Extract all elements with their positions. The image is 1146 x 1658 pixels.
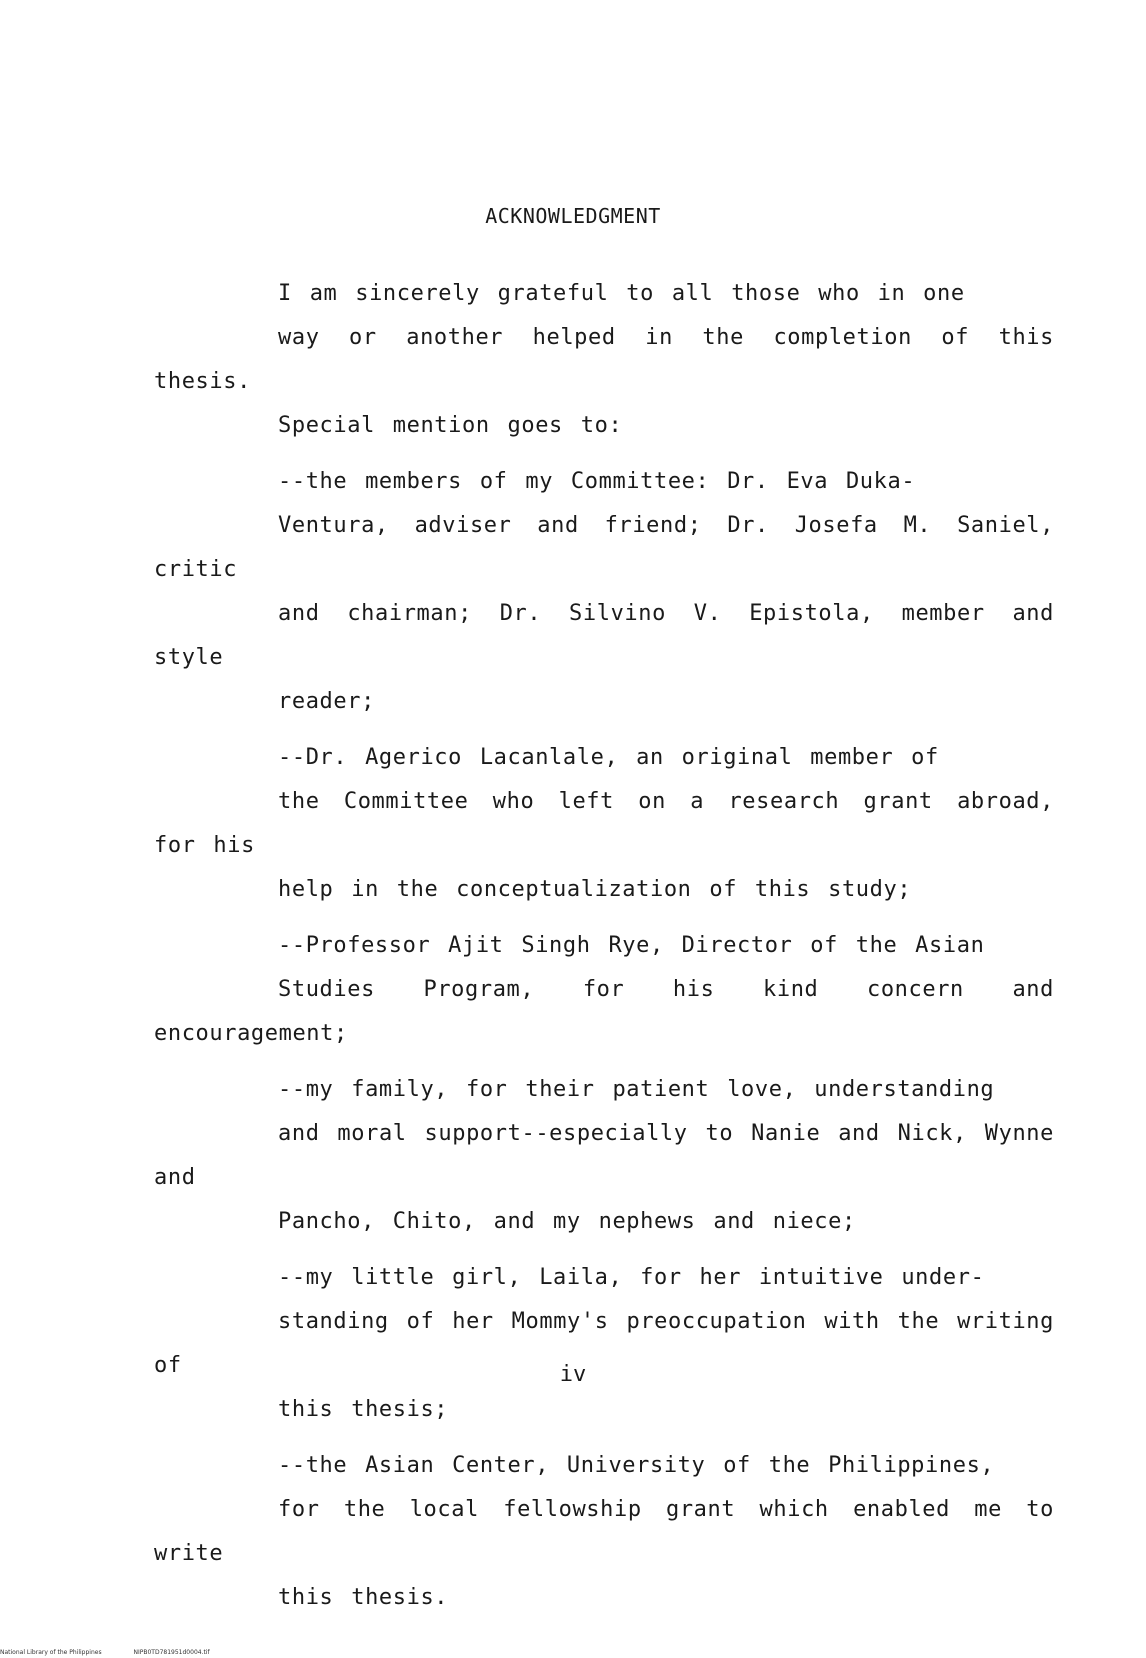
text-line: for the local fellowship grant which enabled me to write bbox=[154, 1497, 1054, 1566]
text-line: the Committee who left on a research grant abroad, for his bbox=[154, 789, 1054, 858]
page-number: iv bbox=[559, 1362, 587, 1387]
paragraph-committee bbox=[154, 460, 1054, 724]
text-line: --the members of my Committee: Dr. Eva Duka- bbox=[278, 469, 916, 494]
text-line: Special mention goes to: bbox=[278, 413, 623, 438]
text-line: --Dr. Agerico Lacanlale, an original member of bbox=[278, 745, 939, 770]
paragraph-asian-center bbox=[154, 1444, 1054, 1620]
text-line: way or another helped in the completion of this thesis. bbox=[154, 325, 1054, 394]
paragraph-family bbox=[154, 1068, 1054, 1244]
footer-library: National Library of the Philippines bbox=[0, 1649, 102, 1656]
text-line: --the Asian Center, University of the Philippines, bbox=[278, 1453, 995, 1478]
text-line: reader; bbox=[278, 689, 375, 714]
text-line: help in the conceptualization of this study; bbox=[278, 877, 912, 902]
text-line: I am sincerely grateful to all those who in one bbox=[278, 281, 965, 306]
footer-file-id: NIPB0TD781951d0004.tif bbox=[133, 1649, 210, 1656]
paragraph-rye bbox=[154, 924, 1054, 1056]
text-line: Ventura, adviser and friend; Dr. Josefa M. Saniel, critic bbox=[154, 513, 1054, 582]
text-line: this thesis; bbox=[278, 1397, 449, 1422]
text-line: standing of her Mommy's preoccupation with the writing of bbox=[154, 1309, 1054, 1378]
scan-footer bbox=[0, 1649, 240, 1656]
acknowledgment-body bbox=[154, 272, 1054, 1620]
paragraph-lacanlale bbox=[154, 736, 1054, 912]
text-line: --my family, for their patient love, understanding bbox=[278, 1077, 995, 1102]
text-line: and moral support--especially to Nanie and Nick, Wynne and bbox=[154, 1121, 1054, 1190]
text-line: and chairman; Dr. Silvino V. Epistola, member and style bbox=[154, 601, 1054, 670]
page-title: ACKNOWLEDGMENT bbox=[485, 204, 661, 228]
text-line: Pancho, Chito, and my nephews and niece; bbox=[278, 1209, 856, 1234]
paragraph-intro bbox=[154, 272, 1054, 448]
text-line: Studies Program, for his kind concern and encouragement; bbox=[154, 977, 1054, 1046]
paragraph-laila bbox=[154, 1256, 1054, 1432]
text-line: this thesis. bbox=[278, 1585, 449, 1610]
text-line: --my little girl, Laila, for her intuitive under- bbox=[278, 1265, 985, 1290]
text-line: --Professor Ajit Singh Rye, Director of the Asian bbox=[278, 933, 985, 958]
